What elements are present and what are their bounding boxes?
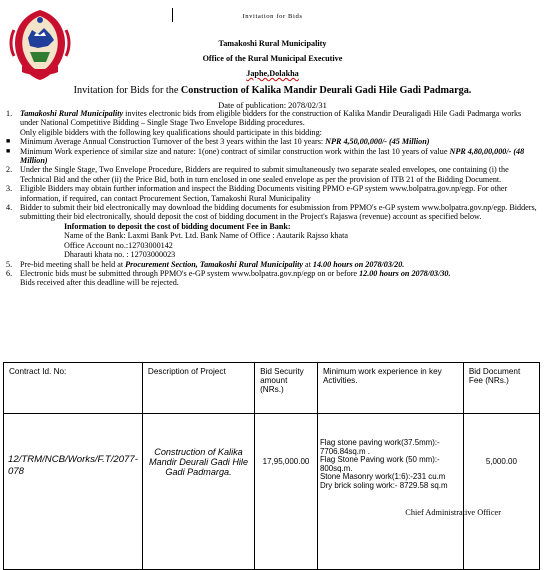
item-3: 3. Eligible Bidders may obtain further information and inspect the Bidding Documents visiting PPMO e-GP system www.bolpatra.gov.np/egp. For other information, if required, can contact Procurement Section, Tamakoshi Rural Municipality bbox=[6, 184, 508, 203]
municipality-name: Tamakoshi Rural Municipality bbox=[218, 39, 327, 48]
location: Japhe,Dolakha bbox=[246, 69, 299, 78]
document-fee: 5,000.00 bbox=[463, 414, 539, 570]
project-description: Construction of Kalika Mandir Deurali Gadi Hile Gadi Padmarga. bbox=[142, 414, 254, 570]
late-bids-note: Bids received after this deadline will be rejected. bbox=[20, 278, 179, 288]
header-contract-id: Contract Id. No: bbox=[4, 363, 143, 414]
bid-security-amount: 17,95,000.00 bbox=[255, 414, 318, 570]
signature-title: Chief Administrative Officer bbox=[405, 508, 501, 517]
publication-date: Date of publication: 2078/02/31 bbox=[218, 100, 327, 110]
notice-body bbox=[6, 109, 539, 288]
header-document-fee: Bid Document Fee (NRs.) bbox=[463, 363, 539, 414]
work-item: Dry brick soling work:- 8729.58 sq.m bbox=[319, 480, 448, 490]
header-description: Description of Project bbox=[142, 363, 254, 414]
item-6: 6. Electronic bids must be submitted through PPMO's e-GP system www.bolpatra.gov.np/egp on or before 12.00 hours on 2078/03/30. bbox=[6, 268, 451, 278]
table-header-row bbox=[4, 363, 540, 414]
work-item: Stone Masonry work(1:6):-231 cu.m bbox=[319, 472, 446, 482]
work-item: Flag Stone Paving work (50 mm):- 800sq.m. bbox=[319, 455, 440, 473]
bullet-experience: ■ Minimum Work experience of similar size and nature: 1(one) contract of similar construction work within the last 10 years of value NPR 4,80,00,000/- (48 Million) bbox=[6, 146, 525, 166]
header-work-experience: Minimum work experience in key Activities. bbox=[317, 363, 463, 414]
work-experience-list bbox=[317, 414, 463, 570]
header-bid-security: Bid Security amount (NRs.) bbox=[255, 363, 318, 414]
bank-name: Name of the Bank: Laxmi Bank Pvt. Ltd. Bank Name of Office : Aautarik Rajsso khata bbox=[64, 231, 348, 241]
office-account: Office Account no.:12703000142 bbox=[64, 240, 173, 250]
eligibility-note: Only eligible bidders with the following key qualifications should participate in this bidding: bbox=[20, 127, 322, 137]
contract-id: 12/TRM/NCB/Works/F.T/2077-078 bbox=[4, 414, 143, 570]
table-row bbox=[4, 414, 540, 570]
bid-table bbox=[3, 362, 540, 570]
item-2: 2. Under the Single Stage, Two Envelope Procedure, Bidders are required to submit simultaneously two separate sealed envelopes, one containing (i) the Technical Bid and the other (ii) the Price Bid, both in turn enclosed in one sealed envelope as per the provision of ITB 21 of the Bidding Document. bbox=[6, 165, 509, 184]
item-5: 5. Pre-bid meeting shall be held at Procurement Section, Tamakoshi Rural Municipality at 14.00 hours on 2078/03/20. bbox=[6, 259, 405, 269]
bullet-turnover: ■ Minimum Average Annual Construction Turnover of the best 3 years within the last 10 years: NPR 4,50,00,000/- (45 Million) bbox=[6, 137, 430, 147]
item-1: 1. Tamakoshi Rural Municipality invites electronic bids from eligible bidders for the construction of Kalika Mandir Deuraligadi Hile Gadi Padmarga works under National Competitive Bidding – Single Stage Two Envelope Bidding procedures. bbox=[6, 109, 522, 128]
document-title: Invitation for Bids for the Construction of Kalika Mandir Deurali Gadi Hile Gadi Padmarga. bbox=[73, 85, 472, 96]
work-item: Flag stone paving work(37.5mm):- 7706.84sq.m . bbox=[319, 438, 440, 456]
office-name: Office of the Rural Municipal Executive bbox=[202, 54, 343, 63]
top-label: Invitation for Bids bbox=[242, 13, 303, 20]
bank-heading: Information to deposit the cost of bidding document Fee in Bank: bbox=[64, 221, 291, 231]
dharauti-account: Dharauti khata no. : 12703000023 bbox=[64, 250, 176, 260]
item-4: 4. Bidder to submit their bid electronically may download the bidding documents for esubmission from PPMO's e-GP system www.bolpatra.gov.np/egp. Bidders, submitting their bid electronically, should deposit the cost of bidding document in the Project's Rajaswa (revenue) account as specified below. bbox=[6, 203, 537, 222]
